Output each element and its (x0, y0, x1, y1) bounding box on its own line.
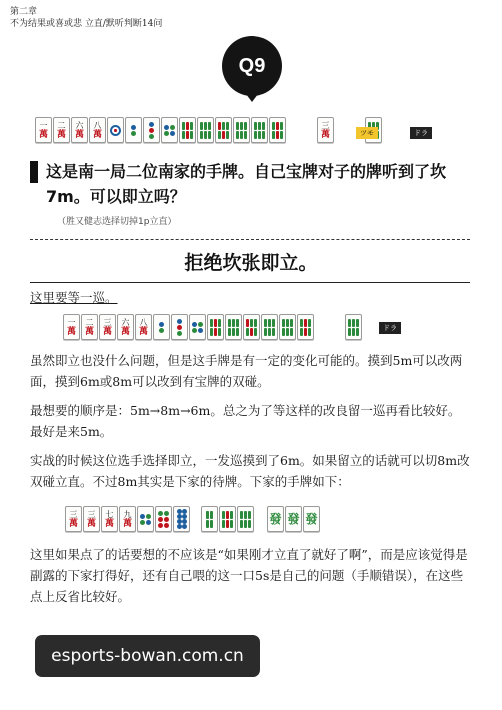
tile-3m: 三 萬 (99, 314, 116, 340)
tile-9s (297, 314, 314, 340)
tile-hatsu: 發 (303, 506, 320, 532)
chapter-subtitle: 不为结果或喜或悲 立直/默听判断14问 (10, 19, 163, 29)
tile-7s (243, 314, 260, 340)
answer-rule (30, 282, 470, 283)
badge-pointer-icon (243, 90, 261, 102)
tile-3p (143, 117, 160, 143)
tile-1p (107, 117, 124, 143)
question-hand (35, 117, 383, 143)
chapter-header (10, 6, 162, 30)
tile-6s (225, 314, 242, 340)
tile-4p (161, 117, 178, 143)
tile-2p (153, 314, 170, 340)
tile-meld-6s (237, 506, 254, 532)
chapter-label: 第二章 (10, 7, 38, 17)
tile-6p (155, 506, 172, 532)
answer-title: 拒绝坎张即立。 (184, 252, 318, 274)
tile-9m: 九 萬 (119, 506, 136, 532)
tile-7m: 七 萬 (101, 506, 118, 532)
body-paragraph-1: 这里要等一巡。 (30, 290, 118, 305)
section-divider (30, 239, 470, 240)
tsumo-label: ツモ (356, 127, 378, 139)
tile-5s (207, 314, 224, 340)
tile-4p (137, 506, 154, 532)
tile-6m: 六 萬 (71, 117, 88, 143)
watermark-banner (35, 635, 260, 677)
tile-3p (171, 314, 188, 340)
tile-8s (261, 314, 278, 340)
tile-2m: 二 萬 (53, 117, 70, 143)
tile-2m: 二 萬 (81, 314, 98, 340)
question-note: （胜又健志选择切掉1p立直） (57, 217, 177, 227)
body-paragraph-3: 最想要的顺序是：5m→8m→6m。总之为了等这样的改良留一巡再看比较好。最好是来5m。 (30, 403, 461, 439)
tile-meld-4s (201, 506, 218, 532)
tile-8s (233, 117, 250, 143)
tile-hatsu: 發 (285, 506, 302, 532)
tile-3m: 三 萬 (83, 506, 100, 532)
tile-6s (197, 117, 214, 143)
dora-label: ドラ (410, 127, 432, 139)
question-number: Q9 (238, 54, 266, 77)
question-marker (30, 161, 38, 183)
tile-8s (279, 314, 296, 340)
tile-5s (179, 117, 196, 143)
dora-label: ドラ (379, 322, 401, 334)
tile-1m: 一 萬 (35, 117, 52, 143)
tile-7s (215, 117, 232, 143)
tile-6m: 六 萬 (117, 314, 134, 340)
answer-hand (63, 314, 363, 340)
tile-2p (125, 117, 142, 143)
watermark-text: esports-bowan.com.cn (51, 646, 244, 666)
body-paragraph-5: 这里如果点了的话要想的不应该是“如果刚才立直了就好了啊”，而是应该觉得是副露的下家打得好，还有自己喂的这一口5s是自己的问题（手顺错误），在这些点上反省比较好。 (30, 547, 468, 604)
tile-tsumo-3m: 三 萬 (317, 117, 334, 143)
tile-dora-8s (345, 314, 362, 340)
tile-8m: 八 萬 (135, 314, 152, 340)
tile-9s (269, 117, 286, 143)
tile-meld-5s (219, 506, 236, 532)
tile-8p (173, 506, 190, 532)
tile-4p (189, 314, 206, 340)
question-text: 这是南一局二位南家的手牌。自己宝牌对子的牌听到了坎7m。可以即立吗？ (46, 162, 447, 206)
tile-8s (251, 117, 268, 143)
body-paragraph-4: 实战的时候这位选手选择即立，一发巡摸到了6m。如果留立的话就可以切8m改双碰立直。不过8m其实是下家的待牌。下家的手牌如下： (30, 453, 470, 489)
tile-1m: 一 萬 (63, 314, 80, 340)
body-paragraph-2: 虽然即立也没什么问题，但是这手牌是有一定的变化可能的。摸到5m可以改两面，摸到6m或8m可以改到有宝牌的双碰。 (30, 353, 463, 389)
tile-8m: 八 萬 (89, 117, 106, 143)
tile-hatsu: 發 (267, 506, 284, 532)
question-badge (222, 36, 282, 96)
shimocha-hand (65, 506, 321, 532)
tile-3m: 三 萬 (65, 506, 82, 532)
